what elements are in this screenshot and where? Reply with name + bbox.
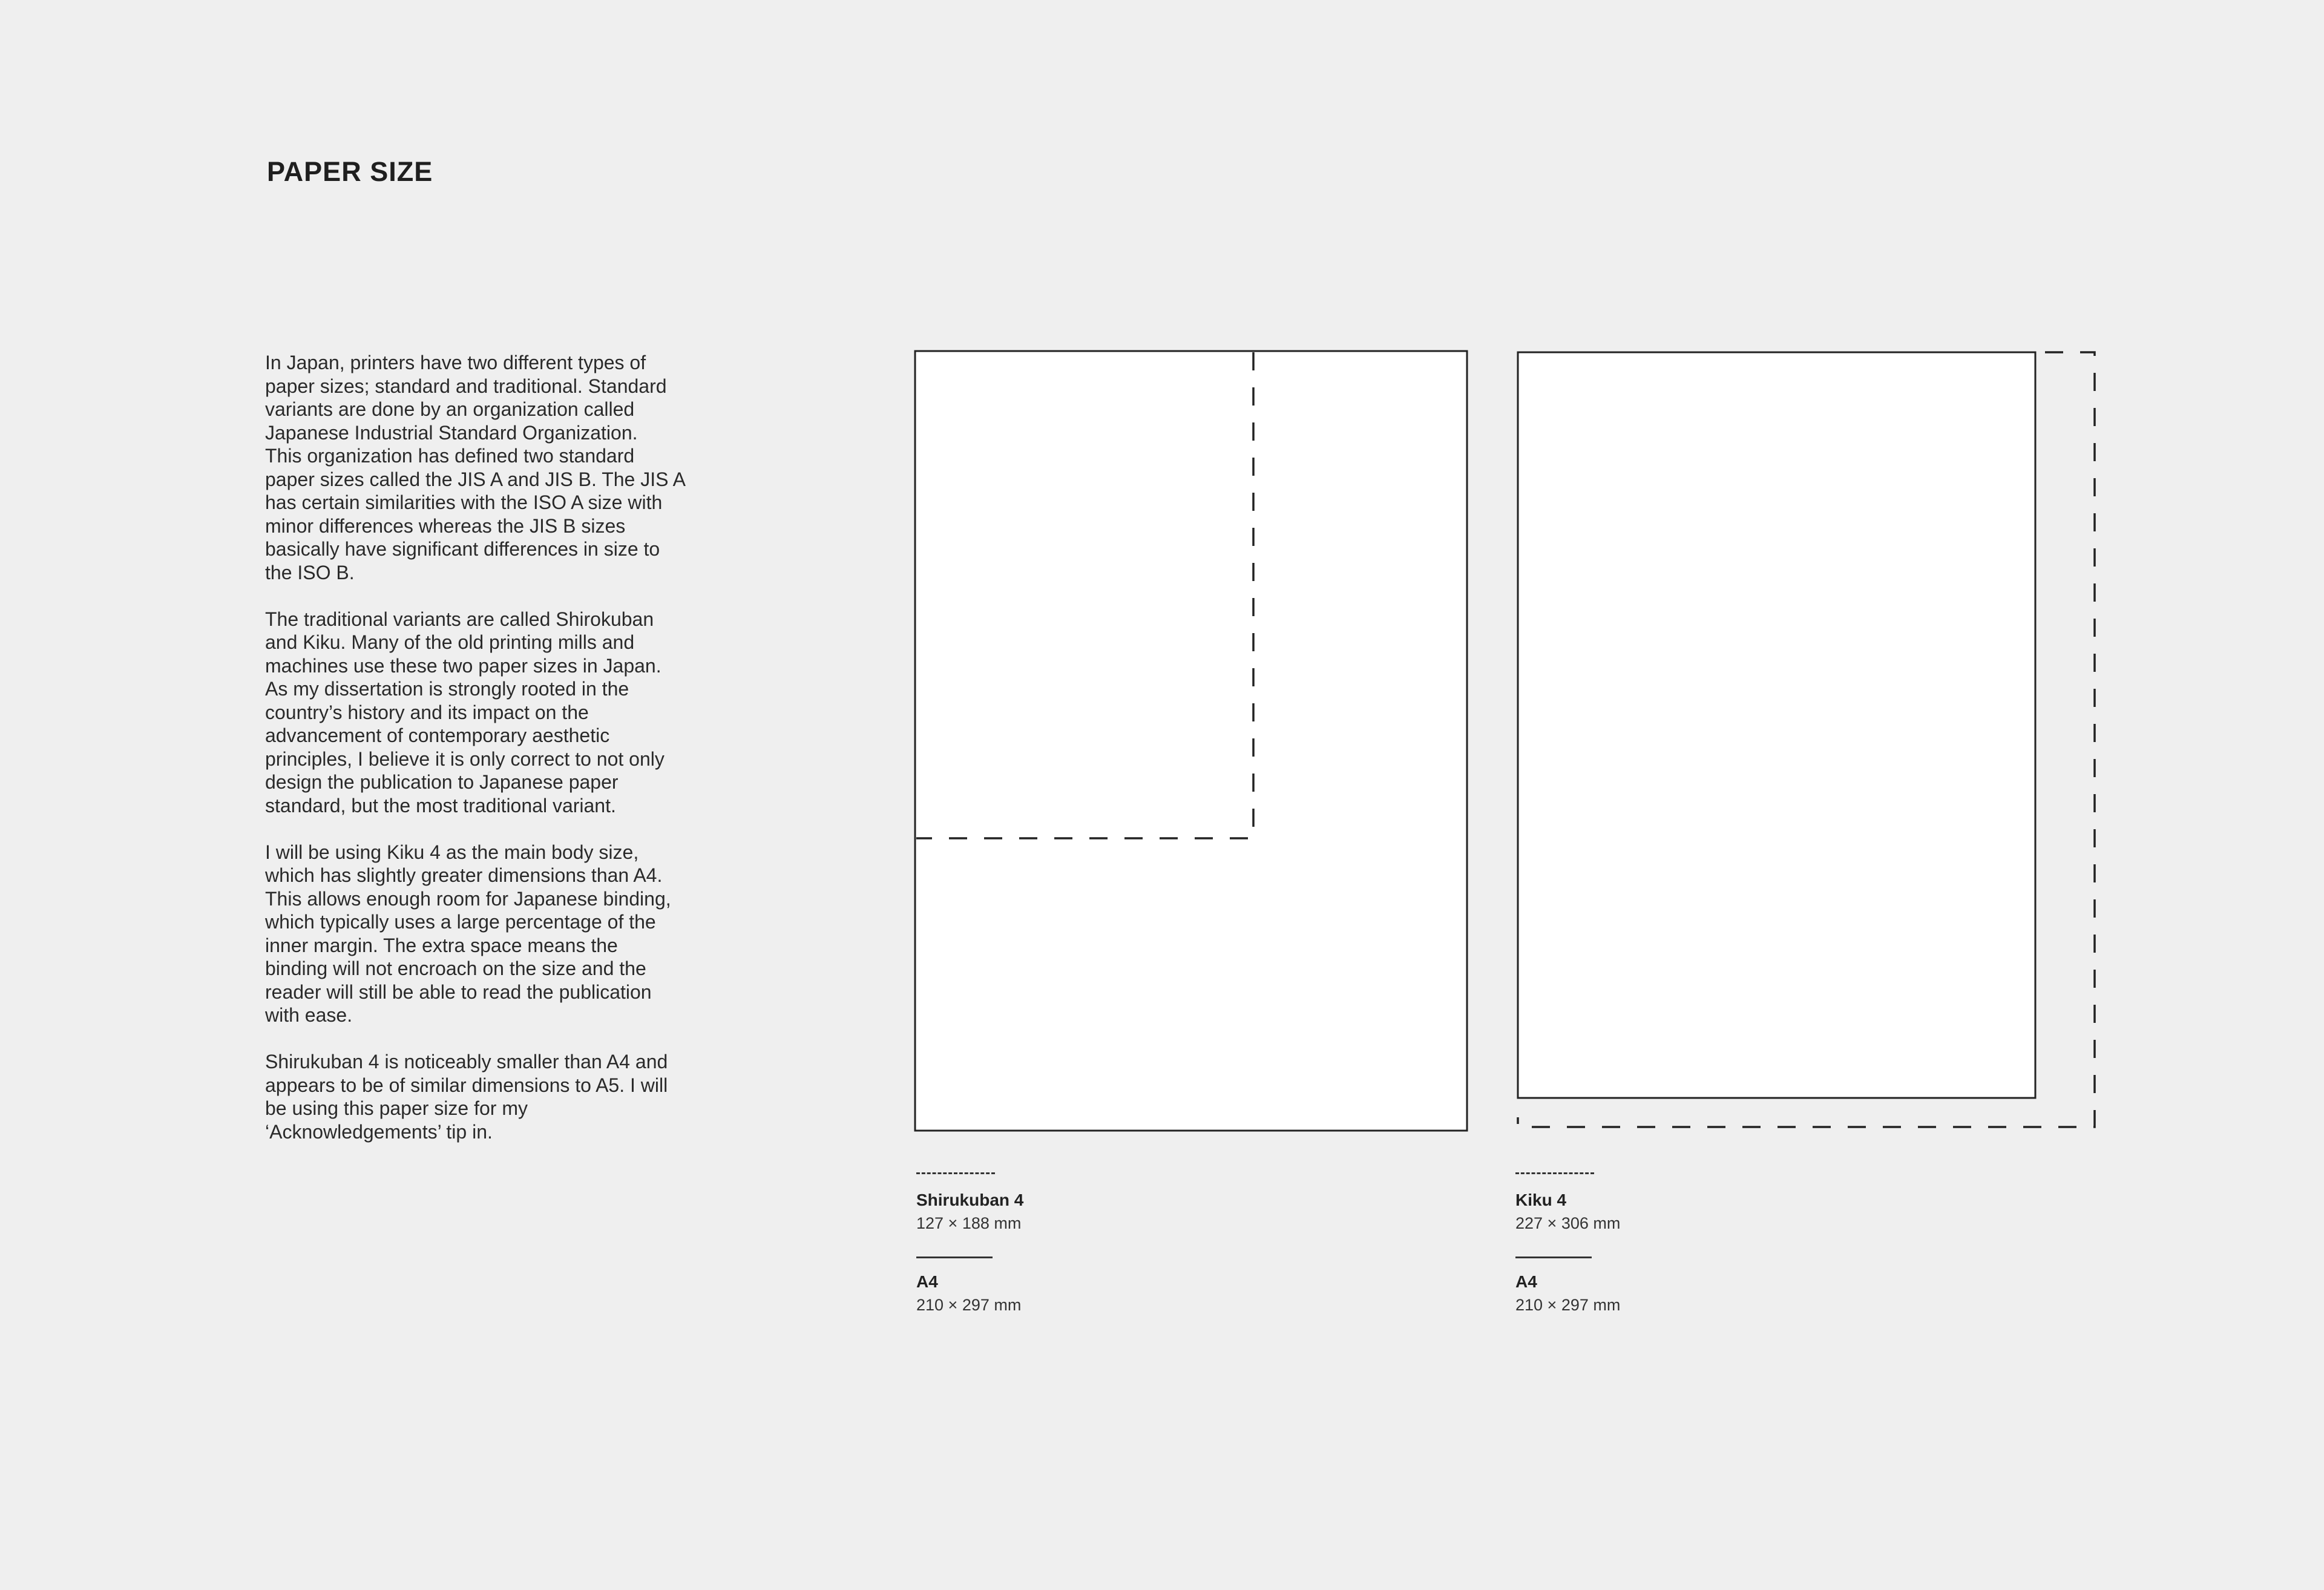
shirukuban-diagram bbox=[915, 351, 1467, 1131]
paragraph-traditional-sizes: The traditional variants are called Shirokuban and Kiku. Many of the old printing mills and machines use these two paper sizes in Japan. As my dissertation is strongly rooted in the country’s history and its impact on the advancement of contemporary aesthetic principles, I believe it is only correct to not only design the publication to Japanese paper standard, but the most traditional variant. bbox=[265, 608, 665, 816]
paragraph-standard-sizes: In Japan, printers have two different types of paper sizes; standard and traditional. Standard variants are done by an organization called Japanese Industrial Standard Organization. This organization has defined two standard paper sizes called the JIS A and JIS B. The JIS A has certain similarities with the ISO A size with minor differences whereas the JIS B sizes basically have significant differences in size to the ISO B. bbox=[265, 352, 686, 583]
dashed-size-dimensions: 127 × 188 mm bbox=[916, 1214, 1022, 1232]
kiku-diagram bbox=[1518, 352, 2095, 1127]
solid-line-legend bbox=[916, 1257, 993, 1258]
solid-size-name: A4 bbox=[1515, 1272, 1537, 1291]
solid-size-dimensions: 210 × 297 mm bbox=[1515, 1296, 1621, 1314]
solid-line-legend bbox=[1515, 1257, 1592, 1258]
solid-size-dimensions: 210 × 297 mm bbox=[916, 1296, 1022, 1314]
a4-sheet-outline bbox=[915, 351, 1467, 1131]
paragraph-kiku-choice: I will be using Kiku 4 as the main body size, which has slightly greater dimensions than A4. This allows enough room for Japanese binding, which typically uses a large percentage of the inner margin. The extra space means the binding will not encroach on the size and the reader will still be able to read the publication with ease. bbox=[265, 841, 671, 1026]
dashed-size-name: Shirukuban 4 bbox=[916, 1191, 1024, 1209]
shirukuban-caption bbox=[916, 1172, 1023, 1316]
dashed-size-dimensions: 227 × 306 mm bbox=[1515, 1214, 1621, 1232]
paragraph-shirukuban-choice: Shirukuban 4 is noticeably smaller than A4 and appears to be of similar dimensions to A5. I will be using this paper size for my ‘Acknowledgements’ tip in. bbox=[265, 1051, 668, 1143]
kiku-caption bbox=[1515, 1172, 1620, 1316]
a4-sheet-outline bbox=[1518, 352, 2035, 1098]
page-title: PAPER SIZE bbox=[267, 156, 433, 187]
dashed-line-legend bbox=[916, 1172, 995, 1174]
dashed-line-legend bbox=[1515, 1172, 1594, 1174]
dashed-size-name: Kiku 4 bbox=[1515, 1191, 1567, 1209]
solid-size-name: A4 bbox=[916, 1272, 938, 1291]
